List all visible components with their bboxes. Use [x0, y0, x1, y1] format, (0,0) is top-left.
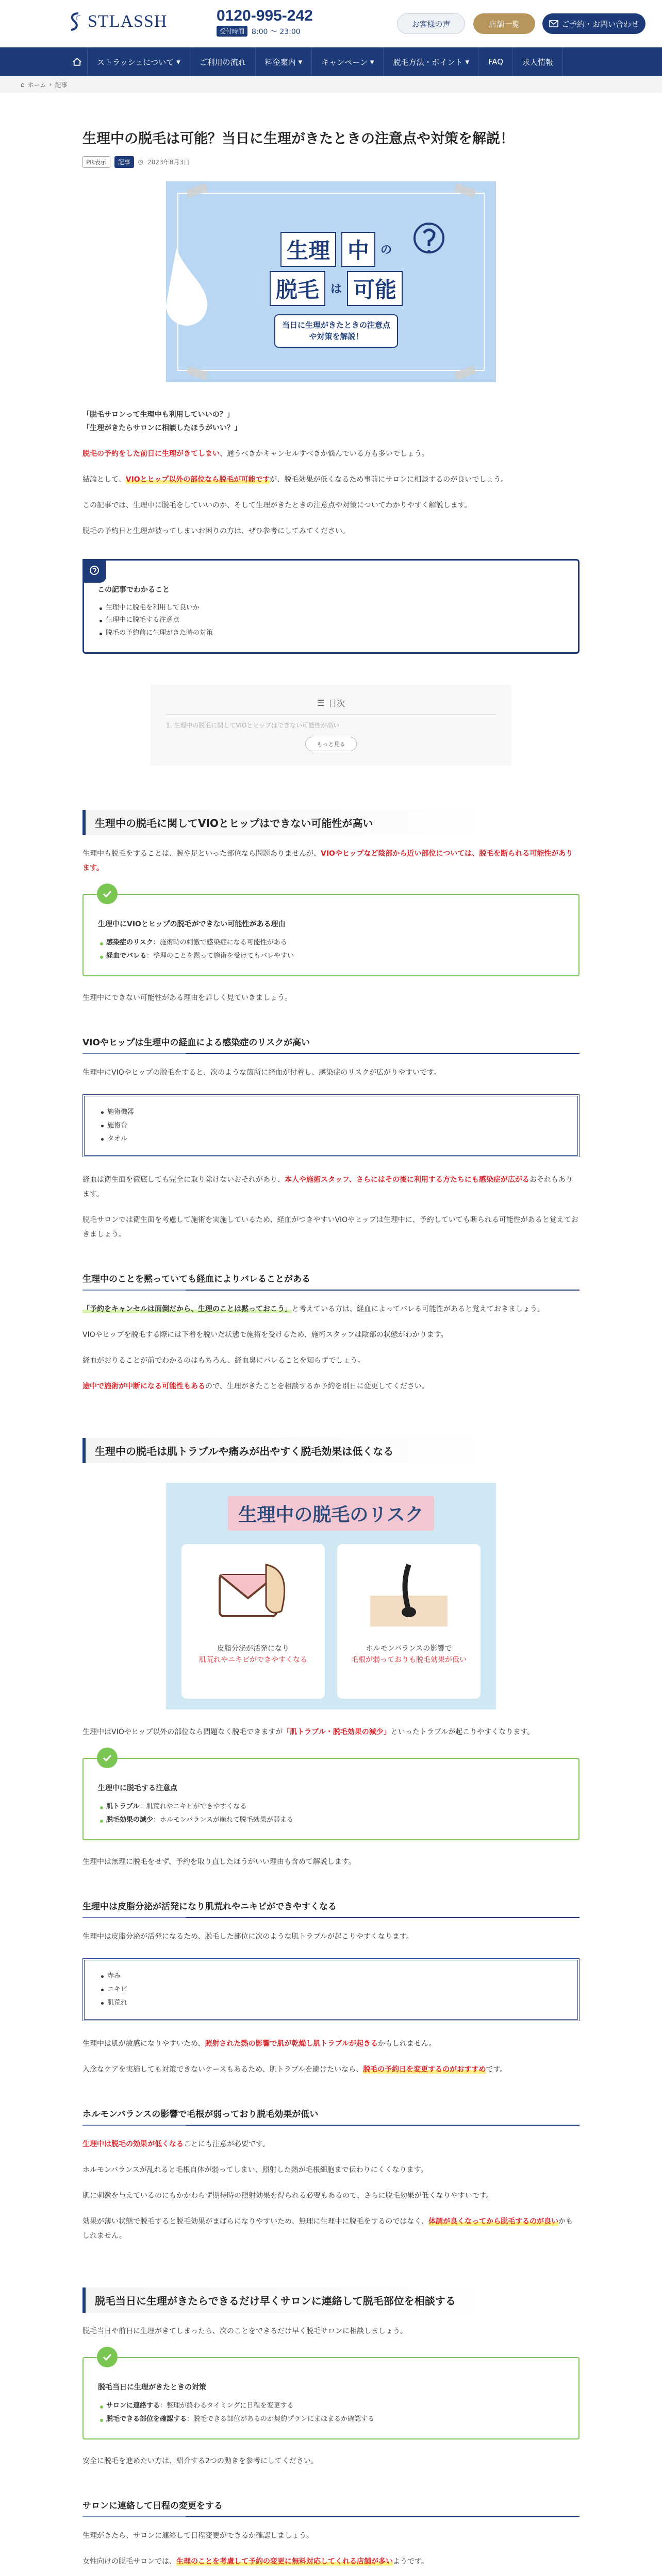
chevron-down-icon: ▾ [176, 57, 180, 66]
check-icon [97, 884, 118, 904]
point-title: 生理中に脱毛する注意点 [98, 1784, 177, 1792]
toc-link[interactable]: 1. 生理中の脱毛に関してVIOとヒップはできない可能性が高い [166, 721, 340, 729]
summary-title: この記事でわかること [97, 585, 170, 594]
lead-line: 「脱毛サロンって生理中も利用していいの？」 [82, 410, 234, 419]
list-item: 脱毛の予約前に生理がきた時の対策 [97, 627, 565, 640]
home-icon [72, 57, 82, 66]
list-item: 脱毛できる部位を確認する：脱毛できる部位があるのか契約プランにまほまるか確認する [98, 2413, 564, 2426]
eyecatch-word: 生理 [280, 232, 336, 267]
logo-text: STLASSH [88, 12, 168, 31]
breadcrumb [0, 76, 662, 93]
breadcrumb-current: 記事 [55, 81, 68, 89]
risk-title: 生理中の脱毛のリスク [228, 1496, 434, 1531]
voice-button[interactable]: お客様の声 [397, 13, 465, 34]
store-list-button[interactable]: 店舗一覧 [473, 13, 535, 34]
risk-caption: 皮脂分泌が活発になり [217, 1644, 289, 1653]
paragraph: 生理中にVIOやヒップの脱毛をすると、次のような箇所に経血が付着し、感染症のリスクが広がりやすいです。 [82, 1068, 441, 1077]
list-item: 肌トラブル：肌荒れやニキビができやすくなる [98, 1800, 564, 1814]
phone-block[interactable] [217, 7, 313, 37]
risk-card [181, 1544, 325, 1699]
paragraph: VIOやヒップを脱毛する際には下着を脱いだ状態で施術を受けるため、施術スタッフは陰部の状態がわかります。 [82, 1330, 448, 1339]
nav-item-campaign[interactable]: キャンペーン ▾ [312, 47, 384, 76]
question-person-icon [408, 217, 450, 269]
question-icon [82, 559, 106, 583]
logo-mark-icon [67, 11, 82, 32]
risk-caption: 肌荒れやニキビができやすくなる [199, 1656, 307, 1665]
clock-icon: ◷ [138, 158, 144, 165]
subsection-heading: ホルモンバランスの影響で毛根が弱っており脱毛効果が低い [82, 2107, 580, 2126]
paragraph: 女性向けの脱毛サロンでは、生理のことを考慮して予約の変更に無料対応してくれる店舗が多いようです。 [82, 2557, 428, 2566]
mail-icon [549, 20, 558, 27]
list-item: 施術台 [99, 1119, 563, 1132]
point-box [82, 894, 580, 976]
check-icon [97, 2347, 118, 2367]
breadcrumb-home[interactable]: ホーム [27, 81, 46, 89]
paragraph: 生理がきたら、サロンに連絡して日程変更ができるか確認しましょう。 [82, 2531, 313, 2540]
nav-item-about[interactable]: ストラッシュについて ▾ [88, 47, 190, 76]
list-item: 赤み [99, 1970, 563, 1983]
category-tag[interactable]: 記事 [114, 156, 134, 168]
section-heading: 生理中の脱毛は肌トラブルや痛みが出やすく脱毛効果は低くなる [82, 1438, 580, 1463]
subsection-heading: サロンに連絡して日程の変更をする [82, 2498, 580, 2517]
toc-title: 目次 [328, 698, 345, 708]
list-item: サロンに連絡する：整理が終わるタイミングに日程を変更する [98, 2399, 564, 2413]
chevron-down-icon: ▾ [370, 57, 374, 66]
reserve-button-label: ご予約・お問い合わせ [561, 19, 639, 29]
list-box [82, 1094, 580, 1157]
paragraph: 「予約をキャンセルは面倒だから、生理のことは黙っておこう」と考えている方は、経血によってバレる可能性があると覚えておきましょう。 [82, 1304, 544, 1313]
list-item: 脱毛効果の減少：ホルモンバランスが崩れて脱毛効果が弱まる [98, 1814, 564, 1827]
lead-line: 「生理がきたらサロンに相談したほうがいい？」 [82, 424, 241, 433]
paragraph: 脱毛の予約をした前日に生理がきてしまい、通うべきかキャンセルすべきか悩んでいる方も多いでしょう。 [82, 449, 429, 458]
eyecatch-word: 可能 [347, 271, 403, 306]
drop-illustration-icon [166, 243, 233, 331]
home-icon: ⌂ [21, 81, 25, 88]
list-item: 肌荒れ [99, 1996, 563, 2010]
nav-item-method[interactable]: 脱毛方法・ポイント ▾ [384, 47, 479, 76]
sanitary-pouch-icon [209, 1554, 297, 1632]
lead-quote [82, 408, 580, 435]
subsection-heading: 生理中のことを黙っていても経血によりバレることがある [82, 1272, 580, 1291]
paragraph: 脱毛サロンでは衛生面を考慮して施術を実施しているため、経血がつきやすいVIOやヒップは生理中に、予約していても断られる可能性があると覚えておきましょう。 [82, 1215, 578, 1239]
paragraph: 結論として、VIOとヒップ以外の部位なら脱毛が可能ですが、脱毛効果が低くなるため事前にサロンに相談するのが良いでしょう。 [82, 475, 508, 484]
paragraph: ホルモンバランスが乱れると毛根自体が弱ってしまい、照射した熱が毛根細胞まで伝わりにくくなります。 [82, 2165, 428, 2174]
list-item: ニキビ [99, 1983, 563, 1996]
eyecatch-word: の [380, 244, 392, 257]
paragraph: 安全に脱毛を進めたい方は、紹介する2つの動きを参考にしてください。 [82, 2456, 318, 2465]
point-box [82, 1758, 580, 1840]
list-icon: ☰ [317, 698, 325, 708]
publish-date: 2023年8月3日 [147, 158, 190, 166]
reserve-button[interactable] [542, 13, 646, 34]
article [82, 93, 580, 2576]
nav-item-flow[interactable]: ご利用の流れ [190, 47, 256, 76]
paragraph: 生理中も脱毛をすることは、腕や足といった部位なら問題ありませんが、VIOやヒップなど陰部から近い部位については、脱毛を断られる可能性があります。 [82, 849, 573, 872]
risk-card [337, 1544, 481, 1699]
paragraph: 生理中はVIOやヒップ以外の部位なら問題なく脱毛できますが「肌トラブル・脱毛効果の減少」といったトラブルが起こりやすくなります。 [82, 1727, 535, 1736]
site-header [0, 0, 662, 47]
risk-caption: 毛根が弱っておりも脱毛効果が低い [351, 1656, 467, 1665]
section-heading: 脱毛当日に生理がきたらできるだけ早くサロンに連絡して脱毛部位を相談する [82, 2287, 580, 2313]
eyecatch-image [166, 181, 496, 382]
list-item: 経血でバレる：整理のことを黙って施術を受けてもバレやすい [98, 950, 564, 963]
subsection-heading: VIOやヒップは生理中の経血による感染症のリスクが高い [82, 1035, 580, 1054]
paragraph: 経血は衛生面を徹底しても完全に取り除けないおそれがあり、本人や施術スタッフ、さらにはその後に利用する方たちにも感染症が広がるおそれもあります。 [82, 1175, 573, 1198]
summary-box [82, 559, 580, 654]
paragraph: 効果が薄い状態で脱毛すると脱毛効果がまばらになりやすいため、無理に生理中に脱毛をするのではなく、体調が良くなってから脱毛するのが良いかもしれません。 [82, 2217, 573, 2240]
toc-more-button[interactable]: もっと見る [305, 737, 357, 751]
subsection-heading: 生理中は皮脂分泌が活発になり肌荒れやニキビができやすくなる [82, 1899, 580, 1918]
hours-badge: 受付時間 [217, 26, 247, 37]
eyecatch-word: 中 [341, 232, 375, 267]
phone-number[interactable]: 0120-995-242 [217, 7, 313, 24]
point-title: 脱毛当日に生理がきたときの対策 [98, 2383, 206, 2392]
nav-item-recruit[interactable]: 求人情報 [513, 47, 563, 76]
pr-tag: PR表示 [82, 156, 110, 168]
paragraph: 脱毛の予約日と生理が被ってしまいお困りの方は、ぜひ参考にしてみてください。 [82, 527, 350, 535]
list-item: 感染症のリスク：施術時の刺激で感染症になる可能性がある [98, 936, 564, 950]
section-heading: 生理中の脱毛に関してVIOとヒップはできない可能性が高い [82, 810, 580, 835]
paragraph: この記事では、生理中に脱毛をしていいのか、そして生理がきたときの注意点や対策についてわかりやすく解説します。 [82, 501, 472, 510]
paragraph: 生理中は脱毛の効果が低くなることにも注意が必要です。 [82, 2140, 270, 2148]
paragraph: 生理中は無理に脱毛をせず、予約を取り直したほうがいい理由も含めて解説します。 [82, 1857, 356, 1866]
point-title: 生理中にVIOとヒップの脱毛ができない可能性がある理由 [98, 920, 286, 928]
nav-home[interactable] [67, 47, 88, 76]
nav-item-price[interactable]: 料金案内 ▾ [256, 47, 312, 76]
list-box [82, 1958, 580, 2021]
paragraph: 入念なケアを実施しても対策できないケースもあるため、肌トラブルを避けたいなら、脱毛の予約日を変更するのがおすすめです。 [82, 2065, 507, 2074]
table-of-contents [151, 685, 511, 766]
eyecatch-word: は [330, 283, 342, 296]
list-item: タオル [99, 1132, 563, 1146]
logo[interactable] [67, 11, 167, 32]
paragraph: 生理中は皮脂分泌が活発になるため、脱毛した部位に次のような肌トラブルが起こりやすくなります。 [82, 1932, 413, 1941]
paragraph: 途中で施術が中断になる可能性もあるので、生理がきたことを相談するか予約を別日に変更してください。 [82, 1382, 429, 1391]
hair-root-icon [365, 1554, 453, 1632]
global-nav [0, 47, 662, 76]
check-icon [97, 1748, 118, 1768]
page-title: 生理中の脱毛は可能？当日に生理がきたときの注意点や対策を解説！ [82, 131, 514, 147]
risk-illustration [166, 1483, 496, 1709]
paragraph: 生理中は肌が敏感になりやすいため、照射された熱の影響で肌が乾燥し肌トラブルが起きるかもしれません。 [82, 2039, 436, 2048]
nav-item-faq[interactable]: FAQ [479, 47, 513, 76]
list-item: 生理中に脱毛を利用して良いか [97, 602, 565, 615]
eyecatch-word: 脱毛 [270, 271, 325, 306]
eyecatch-subtitle: 当日に生理がきたときの注意点や対策を解説！ [274, 314, 398, 348]
paragraph: 生理中にできない可能性がある理由を詳しく見ていきましょう。 [82, 993, 292, 1002]
list-item: 生理中に脱毛する注意点 [97, 614, 565, 627]
paragraph: 経血がおりることが前でわかるのはもちろん、経血臭にバレることを知らずでしょう。 [82, 1356, 365, 1365]
risk-caption: ホルモンバランスの影響で [366, 1644, 452, 1653]
breadcrumb-separator: › [49, 81, 52, 88]
hours-text: 8:00 ～ 23:00 [252, 27, 301, 36]
list-item: 施術機器 [99, 1106, 563, 1119]
chevron-down-icon: ▾ [465, 57, 469, 66]
point-box [82, 2357, 580, 2439]
paragraph: 脱毛当日や前日に生理がきてしまったら、次のことをできるだけ早く脱毛サロンに相談しましょう。 [82, 2327, 407, 2335]
chevron-down-icon: ▾ [298, 57, 303, 66]
paragraph: 肌に刺激を与えているのにもかかわらず期待時の照射効果を得られる必要もあるので、さらに脱毛効果が低くなりやすいです。 [82, 2191, 493, 2200]
